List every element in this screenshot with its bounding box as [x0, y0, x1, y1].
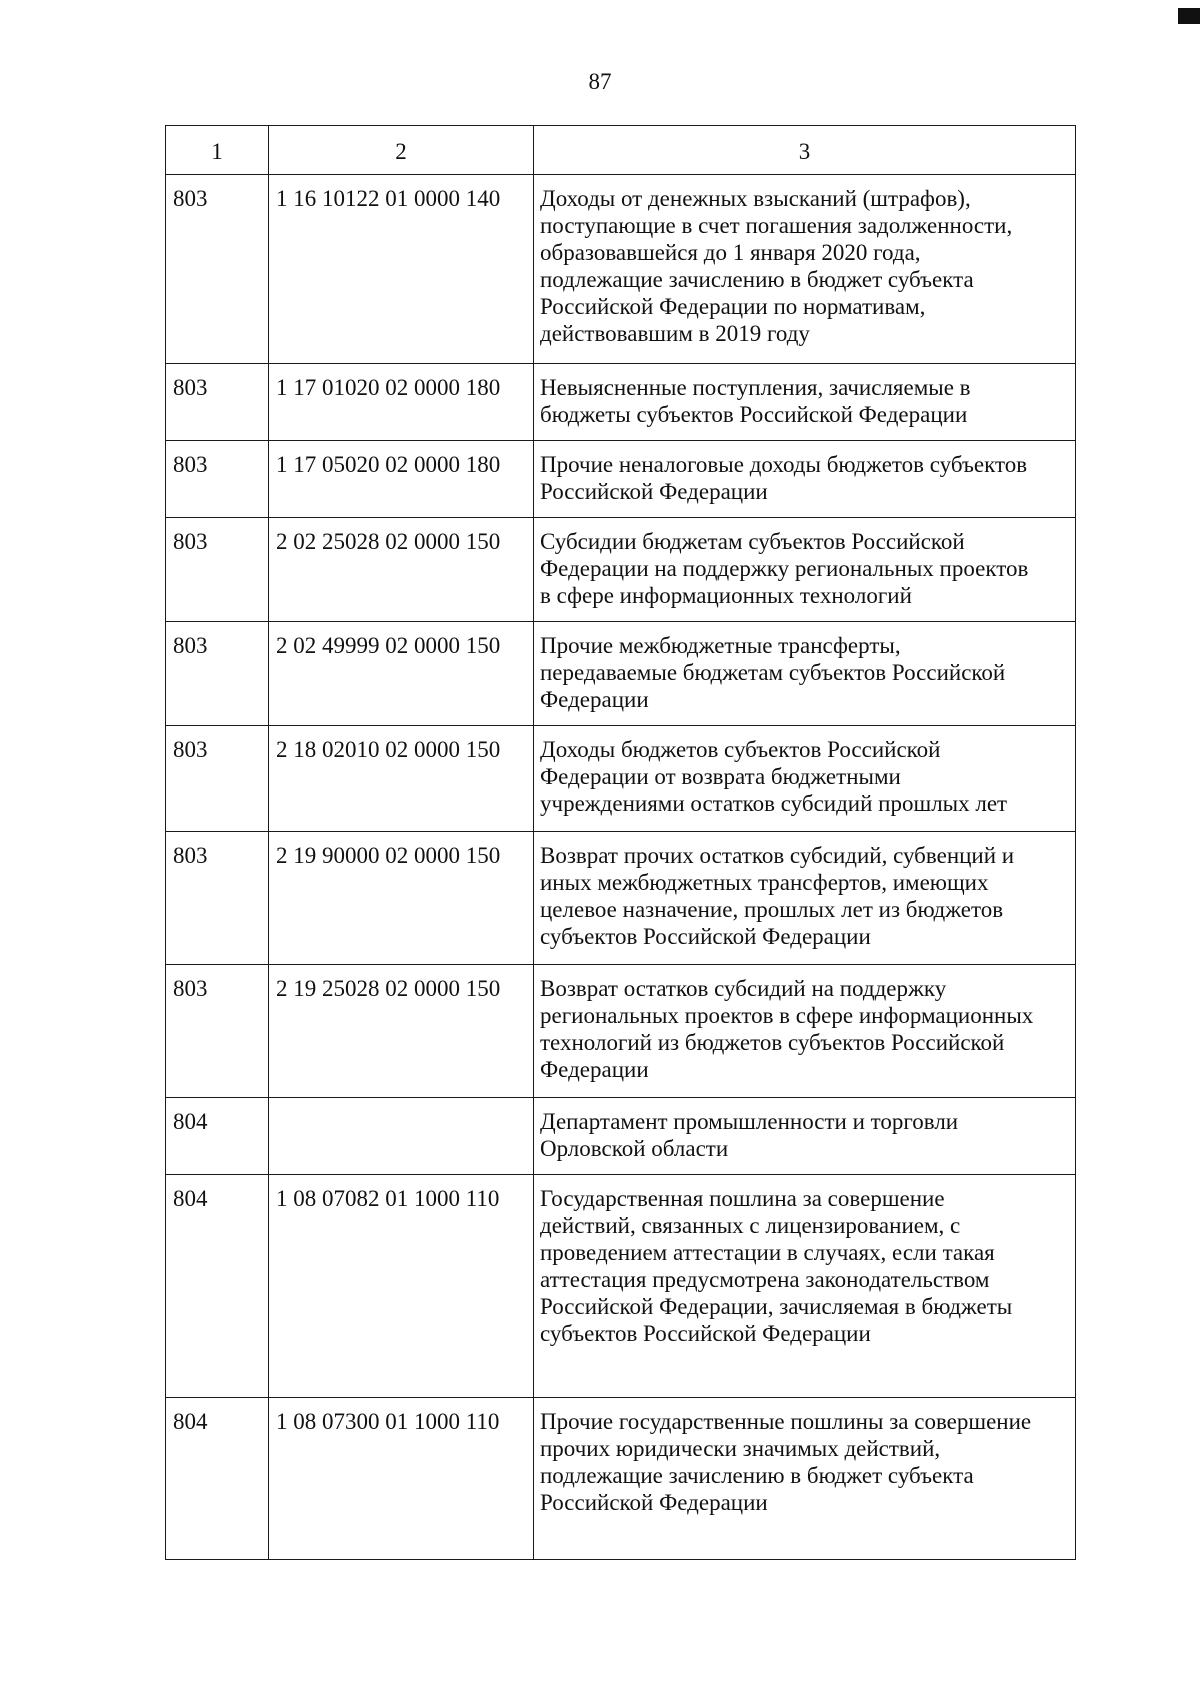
- admin-code-cell: 803: [166, 518, 269, 622]
- revenue-code-cell: 1 08 07082 01 1000 110: [269, 1175, 534, 1398]
- admin-code-cell: 803: [166, 622, 269, 726]
- header-col-3: 3: [534, 126, 1076, 175]
- table-body: [166, 126, 1076, 1560]
- admin-code-cell: 804: [166, 1398, 269, 1560]
- revenue-code-cell: 1 08 07300 01 1000 110: [269, 1398, 534, 1560]
- table-header-row: [166, 126, 1076, 175]
- table-row: [166, 622, 1076, 726]
- table-row: [166, 518, 1076, 622]
- revenue-code-cell: 2 19 90000 02 0000 150: [269, 832, 534, 965]
- scan-edge-mark: [1178, 8, 1200, 24]
- header-col-2: 2: [269, 126, 534, 175]
- revenue-code-cell: 2 02 25028 02 0000 150: [269, 518, 534, 622]
- admin-code-cell: 803: [166, 441, 269, 518]
- table-row: [166, 726, 1076, 832]
- revenue-name-cell: Возврат остатков субсидий на поддержку региональных проектов в сфере информационных технологий из бюджетов субъектов Российской Федерации: [534, 965, 1076, 1098]
- table-row: [166, 364, 1076, 441]
- revenue-name-cell: Прочие межбюджетные трансферты, передаваемые бюджетам субъектов Российской Федерации: [534, 622, 1076, 726]
- table-row: [166, 1175, 1076, 1398]
- revenue-name-cell: Субсидии бюджетам субъектов Российской Федерации на поддержку региональных проектов в сфере информационных технологий: [534, 518, 1076, 622]
- admin-code-cell: 804: [166, 1098, 269, 1175]
- revenue-name-cell: Доходы от денежных взысканий (штрафов), поступающие в счет погашения задолженности, образовавшейся до 1 января 2020 года, подлежащие зачислению в бюджет субъекта Российской Федерации по нормативам, действовавшим в 2019 году: [534, 175, 1076, 364]
- admin-code-cell: 803: [166, 175, 269, 364]
- revenue-code-cell: [269, 1098, 534, 1175]
- revenue-code-cell: 1 17 05020 02 0000 180: [269, 441, 534, 518]
- table-row: [166, 1098, 1076, 1175]
- admin-code-cell: 803: [166, 832, 269, 965]
- revenue-code-cell: 2 18 02010 02 0000 150: [269, 726, 534, 832]
- table-row: [166, 175, 1076, 364]
- revenue-name-cell: Невыясненные поступления, зачисляемые в бюджеты субъектов Российской Федерации: [534, 364, 1076, 441]
- revenue-code-cell: 1 16 10122 01 0000 140: [269, 175, 534, 364]
- admin-code-cell: 803: [166, 965, 269, 1098]
- admin-code-cell: 803: [166, 364, 269, 441]
- admin-code-cell: 804: [166, 1175, 269, 1398]
- table-row: [166, 965, 1076, 1098]
- revenue-name-cell: Департамент промышленности и торговли Орловской области: [534, 1098, 1076, 1175]
- revenue-name-cell: Прочие государственные пошлины за совершение прочих юридически значимых действий, подлежащие зачислению в бюджет субъекта Российской Федерации: [534, 1398, 1076, 1560]
- table-row: [166, 441, 1076, 518]
- revenue-name-cell: Прочие неналоговые доходы бюджетов субъектов Российской Федерации: [534, 441, 1076, 518]
- revenue-code-cell: 2 02 49999 02 0000 150: [269, 622, 534, 726]
- revenue-codes-table: [165, 125, 1076, 1560]
- revenue-code-cell: 2 19 25028 02 0000 150: [269, 965, 534, 1098]
- revenue-name-cell: Государственная пошлина за совершение действий, связанных с лицензированием, с проведением аттестации в случаях, если такая аттестация предусмотрена законодательством Российской Федерации, зачисляемая в бюджеты субъектов Российской Федерации: [534, 1175, 1076, 1398]
- page-number: 87: [588, 69, 612, 94]
- revenue-name-cell: Доходы бюджетов субъектов Российской Федерации от возврата бюджетными учреждениями остатков субсидий прошлых лет: [534, 726, 1076, 832]
- table-row: [166, 832, 1076, 965]
- admin-code-cell: 803: [166, 726, 269, 832]
- header-col-1: 1: [166, 126, 269, 175]
- table-row: [166, 1398, 1076, 1560]
- revenue-code-cell: 1 17 01020 02 0000 180: [269, 364, 534, 441]
- revenue-name-cell: Возврат прочих остатков субсидий, субвенций и иных межбюджетных трансфертов, имеющих целевое назначение, прошлых лет из бюджетов субъектов Российской Федерации: [534, 832, 1076, 965]
